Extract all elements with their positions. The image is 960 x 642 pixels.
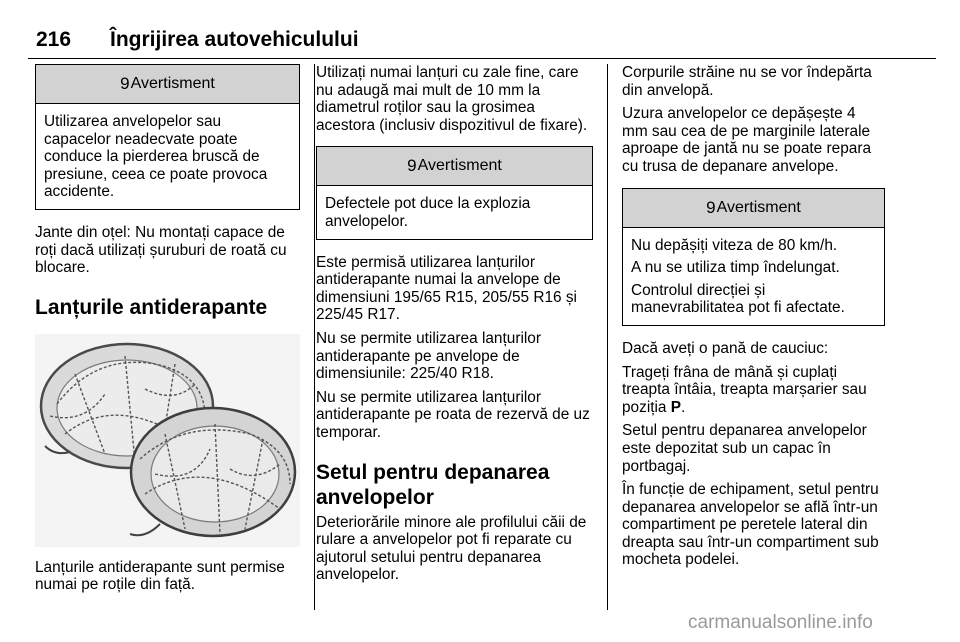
column-divider-2 [607,64,608,610]
paragraph: Lanțurile antiderapante sunt permise numai pe roțile din față. [35,558,285,594]
paragraph: Este permisă utilizarea lanțurilor antiderapante numai la anvelope de dimensiuni 195/65 R15, 205/55 R16 și 225/45 R17. [316,253,577,324]
paragraph: Corpurile străine nu se vor îndepărta din anvelopă. [622,64,872,99]
warning-title: Avertisment [130,75,215,92]
warning-header [623,189,884,228]
warning-icon: 9 [706,197,716,217]
warning-title: Avertisment [716,198,801,216]
tire-chains-illustration [35,334,300,547]
paragraph: Jante din oțel: Nu montați capace de roți dacă utilizați șuruburi de roată cu blocare. [35,223,287,277]
page-title: Îngrijirea autovehiculului [110,28,359,51]
paragraph: Dacă aveți o pană de cauciuc: [622,339,829,357]
paragraph-text: . [681,398,686,416]
warning-line: Nu depășiți viteza de 80 km/h. [631,236,838,254]
column-2 [316,64,593,590]
warning-icon: 9 [120,74,130,93]
paragraph: Nu se permite utilizarea lanțurilor antiderapante pe anvelope de dimensiunile: 225/40 R18. [316,329,541,383]
section-heading: Lanțurile antiderapante [35,295,268,319]
page-header [28,10,936,50]
column-divider-1 [314,64,315,610]
warning-box [622,188,885,326]
paragraph: Setul pentru depanarea anvelopelor este depozitat sub un capac în portbagaj. [622,422,867,475]
column-1 [35,64,300,600]
paragraph-text: Trageți frâna de mână și cuplați treapta întâia, treapta marșarier sau poziția [622,363,867,416]
paragraph: În funcție de echipament, setul pentru depanarea anvelopelor se află într-un compartiment pe peretele lateral din dreapta sau într-un compartiment sub mocheta podelei. [622,481,879,569]
warning-body [317,186,592,238]
warning-text: Utilizarea anvelopelor sau capacelor neadecvate poate conduce la pierderea bruscă de presiune, ceea ce poate provoca accidente. [44,113,268,201]
warning-box [316,146,593,239]
paragraph: Nu se permite utilizarea lanțurilor antiderapante pe roata de rezervă de uz temporar. [316,388,590,441]
warning-line: Controlul direcției și manevrabilitatea pot fi afectate. [631,281,845,317]
header-divider [28,58,936,59]
warning-body [36,104,299,209]
warning-box [35,64,300,210]
section-heading: Setul pentru depanarea anvelopelor [316,460,550,509]
warning-header [317,147,592,186]
page-number: 216 [36,28,72,51]
paragraph: Deteriorările minore ale profilului căii de rulare a anvelopelor pot fi reparate cu ajutorul setului pentru depanarea anvelopelor. [316,513,587,584]
gear-position-p: P [670,398,682,416]
warning-header [36,65,299,104]
warning-icon: 9 [407,156,417,176]
paragraph [622,364,885,417]
warning-text: Defectele pot duce la explozia anvelopelor. [325,195,531,230]
warning-line: A nu se utiliza timp îndelungat. [631,259,840,277]
paragraph: Utilizați numai lanțuri cu zale fine, care nu adaugă mai mult de 10 mm la diametrul roților sau la grosimea acestora (inclusiv dispozitivul de fixare). [316,64,588,134]
paragraph: Uzura anvelopelor ce depășește 4 mm sau cea de pe marginile laterale aproape de jantă nu se poate repara cu trusa de depanare anvelope. [622,105,872,175]
column-3 [622,64,885,575]
warning-title: Avertisment [417,157,502,175]
warning-body [623,228,884,325]
watermark: carmanualsonline.info [688,612,873,633]
